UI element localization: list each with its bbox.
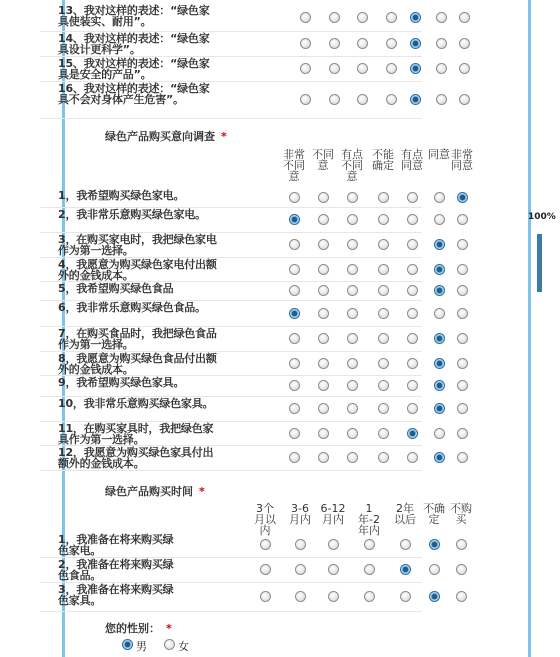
radio-option[interactable] (407, 308, 418, 319)
radio-option[interactable] (407, 380, 418, 391)
radio-option[interactable] (378, 285, 389, 296)
column-header: 不能确定 (372, 148, 394, 172)
radio-option[interactable] (378, 428, 389, 439)
radio-option[interactable] (386, 12, 397, 23)
column-header: 不同意 (312, 148, 334, 172)
column-header: 非常同意 (451, 148, 473, 172)
survey-row (40, 258, 422, 282)
radio-option[interactable] (318, 214, 329, 225)
question-label: 2，我非常乐意购买绿色家电。 (58, 208, 206, 221)
radio-option[interactable] (407, 264, 418, 275)
radio-option[interactable] (318, 403, 329, 414)
radio-option[interactable] (434, 308, 445, 319)
radio-option[interactable] (289, 192, 300, 203)
section-title-text: 绿色产品购买意向调查 (105, 130, 215, 143)
survey-row (40, 57, 422, 82)
radio-option[interactable] (347, 192, 358, 203)
radio-option[interactable] (347, 380, 358, 391)
radio-option[interactable] (347, 214, 358, 225)
column-header: 3个月以内 (254, 502, 276, 537)
radio-option[interactable] (457, 308, 468, 319)
radio-option[interactable] (410, 12, 421, 23)
radio-option[interactable] (357, 63, 368, 74)
radio-option[interactable] (434, 380, 445, 391)
radio-option[interactable] (434, 358, 445, 369)
radio-option[interactable] (329, 12, 340, 23)
radio-option[interactable] (300, 63, 311, 74)
radio-option[interactable] (318, 308, 329, 319)
radio-option[interactable] (347, 308, 358, 319)
survey-row (40, 208, 422, 233)
radio-option[interactable] (407, 452, 418, 463)
scroll-progress-bar[interactable] (537, 234, 542, 292)
survey-row (40, 352, 422, 376)
radio-option[interactable] (318, 380, 329, 391)
column-header: 2年以后 (394, 502, 416, 526)
radio-option[interactable] (300, 12, 311, 23)
radio-option[interactable] (459, 94, 470, 105)
radio-option[interactable] (378, 239, 389, 250)
radio-option[interactable] (456, 564, 467, 575)
radio-option[interactable] (329, 38, 340, 49)
radio-option[interactable] (300, 38, 311, 49)
column-header: 不确定 (423, 502, 445, 526)
question-label: 10，我非常乐意购买绿色家具。 (58, 397, 214, 410)
question-label: 7，在购买食品时，我把绿色食品作为第一选择。 (58, 327, 217, 351)
radio-option[interactable] (407, 239, 418, 250)
question-label: 8，我愿意为购买绿色食品付出额外的金钱成本。 (58, 352, 217, 376)
radio-option[interactable] (328, 564, 339, 575)
radio-option[interactable] (364, 591, 375, 602)
radio-option[interactable] (289, 264, 300, 275)
question-label: 1，我准备在将来购买绿色家电。 (58, 533, 174, 557)
radio-option[interactable] (295, 539, 306, 550)
question-label: 5，我希望购买绿色食品 (58, 282, 174, 295)
radio-option[interactable] (407, 403, 418, 414)
radio-option[interactable] (364, 564, 375, 575)
survey-row (40, 583, 422, 612)
question-label: 3，我准备在将来购买绿色家具。 (58, 583, 174, 607)
radio-option[interactable] (378, 452, 389, 463)
radio-option[interactable] (300, 94, 311, 105)
gender-radio[interactable] (164, 639, 175, 650)
radio-option[interactable] (318, 239, 329, 250)
section-title-gender (105, 620, 172, 636)
radio-option[interactable] (289, 403, 300, 414)
radio-option[interactable] (289, 333, 300, 344)
radio-option[interactable] (328, 591, 339, 602)
section-title-text: 您的性别： (105, 622, 160, 635)
required-mark: * (166, 622, 172, 635)
radio-option[interactable] (289, 380, 300, 391)
radio-option[interactable] (457, 333, 468, 344)
radio-option[interactable] (295, 591, 306, 602)
radio-option[interactable] (295, 564, 306, 575)
radio-option[interactable] (318, 452, 329, 463)
survey-row (40, 533, 422, 558)
radio-option[interactable] (347, 452, 358, 463)
required-mark: * (221, 130, 227, 143)
radio-option[interactable] (364, 539, 375, 550)
radio-option[interactable] (318, 285, 329, 296)
radio-option[interactable] (289, 452, 300, 463)
radio-option[interactable] (328, 539, 339, 550)
survey-row (40, 32, 422, 57)
radio-option[interactable] (289, 285, 300, 296)
radio-option[interactable] (260, 539, 271, 550)
radio-option[interactable] (347, 239, 358, 250)
radio-option[interactable] (318, 192, 329, 203)
radio-option[interactable] (457, 264, 468, 275)
radio-option[interactable] (457, 192, 468, 203)
radio-option[interactable] (386, 63, 397, 74)
radio-option[interactable] (386, 38, 397, 49)
radio-option[interactable] (457, 285, 468, 296)
radio-option[interactable] (407, 358, 418, 369)
survey-row (40, 189, 422, 208)
radio-option[interactable] (436, 63, 447, 74)
survey-row (40, 446, 422, 471)
question-label: 4，我愿意为购买绿色家电付出额外的金钱成本。 (58, 258, 217, 282)
question-label: 1，我希望购买绿色家电。 (58, 189, 185, 202)
required-mark: * (199, 485, 205, 498)
survey-row (40, 233, 422, 258)
radio-option[interactable] (347, 358, 358, 369)
radio-option[interactable] (347, 428, 358, 439)
survey-row (40, 397, 422, 422)
radio-option[interactable] (407, 192, 418, 203)
survey-row (40, 422, 422, 446)
scroll-progress-label: 100% (528, 212, 556, 222)
radio-option[interactable] (407, 428, 418, 439)
survey-row (40, 4, 422, 32)
radio-option[interactable] (289, 239, 300, 250)
radio-option[interactable] (378, 214, 389, 225)
radio-option[interactable] (457, 214, 468, 225)
radio-option[interactable] (434, 214, 445, 225)
question-label: 2，我准备在将来购买绿色食品。 (58, 558, 174, 582)
radio-option[interactable] (457, 239, 468, 250)
radio-option[interactable] (386, 94, 397, 105)
question-label: 13、我对这样的表述：“绿色家具使装实、耐用”。 (58, 4, 210, 28)
radio-option[interactable] (434, 285, 445, 296)
survey-row (40, 301, 422, 327)
question-label: 15、我对这样的表述：“绿色家具是安全的产品”。 (58, 57, 210, 81)
question-label: 16、我对这样的表述：“绿色家具不会对身体产生危害”。 (58, 82, 210, 106)
column-header: 1年-2年内 (358, 502, 380, 537)
radio-option[interactable] (347, 264, 358, 275)
radio-option[interactable] (407, 285, 418, 296)
section-title-purchase-intent (105, 128, 227, 144)
radio-option[interactable] (347, 403, 358, 414)
radio-option[interactable] (456, 591, 467, 602)
section-title-text: 绿色产品购买时间 (105, 485, 193, 498)
section-title-purchase-time (105, 483, 205, 499)
radio-option[interactable] (429, 539, 440, 550)
radio-option[interactable] (410, 63, 421, 74)
radio-option[interactable] (459, 12, 470, 23)
radio-option[interactable] (429, 564, 440, 575)
column-header: 6-12月内 (320, 502, 346, 526)
survey-row (40, 376, 422, 397)
radio-option[interactable] (436, 38, 447, 49)
radio-option[interactable] (429, 591, 440, 602)
radio-option[interactable] (378, 308, 389, 319)
radio-option[interactable] (378, 358, 389, 369)
radio-option[interactable] (410, 38, 421, 49)
radio-option[interactable] (357, 12, 368, 23)
column-header: 同意 (428, 148, 450, 161)
gender-label: 男 (136, 640, 147, 653)
radio-option[interactable] (318, 428, 329, 439)
question-label: 11，在购买家具时，我把绿色家具作为第一选择。 (58, 422, 214, 446)
radio-option[interactable] (260, 591, 271, 602)
gender-radio[interactable] (122, 639, 133, 650)
radio-option[interactable] (318, 358, 329, 369)
radio-option[interactable] (457, 452, 468, 463)
radio-option[interactable] (378, 192, 389, 203)
radio-option[interactable] (434, 428, 445, 439)
survey-row (40, 327, 422, 352)
radio-option[interactable] (457, 358, 468, 369)
radio-option[interactable] (407, 333, 418, 344)
survey-row (40, 282, 422, 301)
column-header: 3-6月内 (289, 502, 311, 526)
radio-option[interactable] (407, 214, 418, 225)
gender-label: 女 (178, 640, 189, 653)
radio-option[interactable] (434, 239, 445, 250)
radio-option[interactable] (400, 539, 411, 550)
question-label: 9，我希望购买绿色家具。 (58, 376, 185, 389)
radio-option[interactable] (434, 333, 445, 344)
radio-option[interactable] (378, 264, 389, 275)
radio-option[interactable] (289, 358, 300, 369)
radio-option[interactable] (347, 285, 358, 296)
radio-option[interactable] (318, 264, 329, 275)
radio-option[interactable] (289, 214, 300, 225)
radio-option[interactable] (456, 539, 467, 550)
radio-option[interactable] (357, 38, 368, 49)
radio-option[interactable] (459, 38, 470, 49)
radio-option[interactable] (347, 333, 358, 344)
radio-option[interactable] (289, 428, 300, 439)
radio-option[interactable] (329, 63, 340, 74)
column-header: 有点同意 (401, 148, 423, 172)
radio-option[interactable] (329, 94, 340, 105)
survey-row (40, 558, 422, 583)
radio-option[interactable] (434, 192, 445, 203)
question-label: 12，我愿意为购买绿色家具付出额外的金钱成本。 (58, 446, 214, 470)
question-label: 6，我非常乐意购买绿色食品。 (58, 301, 206, 314)
radio-option[interactable] (457, 428, 468, 439)
radio-option[interactable] (436, 12, 447, 23)
radio-option[interactable] (434, 264, 445, 275)
radio-option[interactable] (357, 94, 368, 105)
question-label: 3，在购买家电时，我把绿色家电作为第一选择。 (58, 233, 217, 257)
radio-option[interactable] (378, 333, 389, 344)
radio-option[interactable] (457, 380, 468, 391)
radio-option[interactable] (459, 63, 470, 74)
radio-option[interactable] (434, 403, 445, 414)
question-label: 14、我对这样的表述：“绿色家具设计更科学”。 (58, 32, 210, 56)
radio-option[interactable] (434, 452, 445, 463)
radio-option[interactable] (436, 94, 447, 105)
radio-option[interactable] (410, 94, 421, 105)
radio-option[interactable] (378, 380, 389, 391)
radio-option[interactable] (457, 403, 468, 414)
radio-option[interactable] (400, 564, 411, 575)
column-header: 非常不同意 (283, 148, 305, 183)
column-header: 有点不同意 (341, 148, 363, 183)
survey-row (40, 82, 422, 119)
column-header: 不购买 (450, 502, 472, 526)
radio-option[interactable] (318, 333, 329, 344)
radio-option[interactable] (260, 564, 271, 575)
radio-option[interactable] (289, 308, 300, 319)
radio-option[interactable] (378, 403, 389, 414)
radio-option[interactable] (400, 591, 411, 602)
